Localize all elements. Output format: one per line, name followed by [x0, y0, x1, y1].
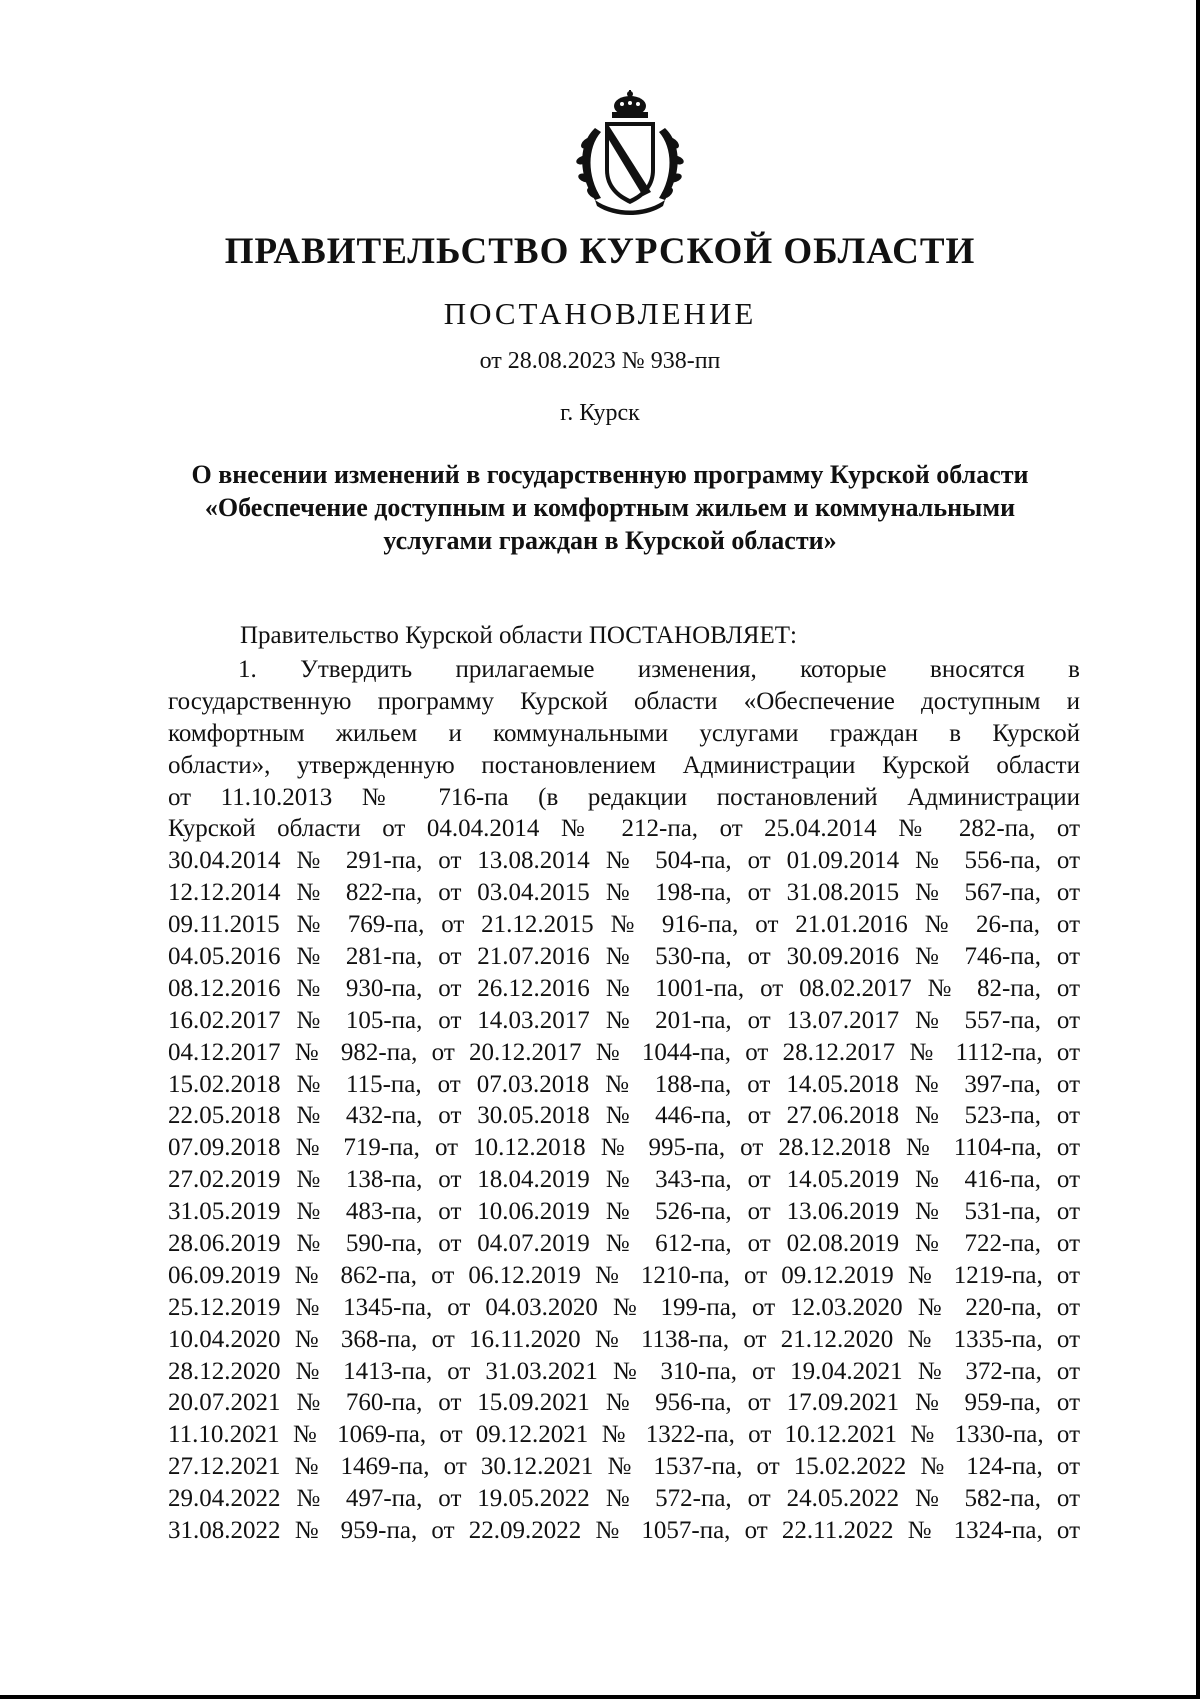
- body-line: 27.02.2019 № 138-па, от 18.04.2019 № 343-па, от 14.05.2019 № 416-па, от: [168, 1166, 1080, 1194]
- wreath-right-icon: [659, 128, 685, 201]
- body-line: 11.10.2021 № 1069-па, от 09.12.2021 № 1322-па, от 10.12.2021 № 1330-па, от: [168, 1421, 1080, 1449]
- subject-line: О внесении изменений в государственную программу Курской области: [191, 460, 1029, 489]
- document-number: от 28.08.2023 № 938-пп: [479, 348, 721, 374]
- coat-of-arms-emblem: [565, 88, 695, 218]
- subject-line: «Обеспечение доступным и комфортным жильем и коммунальными: [204, 493, 1016, 522]
- body-line: 29.04.2022 № 497-па, от 19.05.2022 № 572-па, от 24.05.2022 № 582-па, от: [168, 1485, 1080, 1513]
- body-line: 15.02.2018 № 115-па, от 07.03.2018 № 188-па, от 14.05.2018 № 397-па, от: [168, 1070, 1080, 1098]
- body-line: 16.02.2017 № 105-па, от 14.03.2017 № 201-па, от 13.07.2017 № 557-па, от: [168, 1006, 1080, 1034]
- org-title: ПРАВИТЕЛЬСТВО КУРСКОЙ ОБЛАСТИ: [224, 231, 976, 272]
- document-subject: [160, 458, 1060, 557]
- body-line: 31.05.2019 № 483-па, от 10.06.2019 № 526-па, от 13.06.2019 № 531-па, от: [168, 1198, 1080, 1226]
- body-line: 12.12.2014 № 822-па, от 03.04.2015 № 198-па, от 31.08.2015 № 567-па, от: [168, 879, 1080, 907]
- body-line: 28.06.2019 № 590-па, от 04.07.2019 № 612-па, от 02.08.2019 № 722-па, от: [168, 1230, 1080, 1258]
- body-line: 08.12.2016 № 930-па, от 26.12.2016 № 1001-па, от 08.02.2017 № 82-па, от: [168, 974, 1080, 1002]
- wreath-left-icon: [575, 128, 601, 201]
- preamble: Правительство Курской области ПОСТАНОВЛЯЕТ:: [240, 622, 797, 649]
- body-line: 28.12.2020 № 1413-па, от 31.03.2021 № 310-па, от 19.04.2021 № 372-па, от: [168, 1357, 1080, 1385]
- subject-line: услугами граждан в Курской области»: [383, 526, 837, 555]
- body-line: 20.07.2021 № 760-па, от 15.09.2021 № 956-па, от 17.09.2021 № 959-па, от: [168, 1389, 1080, 1417]
- body-line: области», утвержденную постановлением Администрации Курской области: [168, 751, 1080, 779]
- document-city: г. Курск: [560, 400, 640, 426]
- body-line: комфортным жильем и коммунальными услугами граждан в Курской: [168, 719, 1080, 747]
- body-line: 25.12.2019 № 1345-па, от 04.03.2020 № 199-па, от 12.03.2020 № 220-па, от: [168, 1293, 1080, 1321]
- body-line: 07.09.2018 № 719-па, от 10.12.2018 № 995-па, от 28.12.2018 № 1104-па, от: [168, 1134, 1080, 1162]
- body-line: 04.12.2017 № 982-па, от 20.12.2017 № 1044-па, от 28.12.2017 № 1112-па, от: [168, 1038, 1080, 1066]
- body-line: государственную программу Курской области «Обеспечение доступным и: [168, 687, 1080, 715]
- body-line: Курской области от 04.04.2014 № 212-па, от 25.04.2014 № 282-па, от: [168, 815, 1080, 843]
- document-type: ПОСТАНОВЛЕНИЕ: [443, 296, 757, 331]
- body-line: 30.04.2014 № 291-па, от 13.08.2014 № 504-па, от 01.09.2014 № 556-па, от: [168, 847, 1080, 875]
- body-line: 22.05.2018 № 432-па, от 30.05.2018 № 446-па, от 27.06.2018 № 523-па, от: [168, 1102, 1080, 1130]
- scan-border-bottom: [0, 1695, 1200, 1699]
- crown-icon: [612, 90, 648, 118]
- body-line: 31.08.2022 № 959-па, от 22.09.2022 № 1057-па, от 22.11.2022 № 1324-па, от: [168, 1517, 1080, 1545]
- body-line: 10.04.2020 № 368-па, от 16.11.2020 № 1138-па, от 21.12.2020 № 1335-па, от: [168, 1325, 1080, 1353]
- body-line: 09.11.2015 № 769-па, от 21.12.2015 № 916-па, от 21.01.2016 № 26-па, от: [168, 911, 1080, 939]
- body-line: 27.12.2021 № 1469-па, от 30.12.2021 № 1537-па, от 15.02.2022 № 124-па, от: [168, 1453, 1080, 1481]
- body-line: 06.09.2019 № 862-па, от 06.12.2019 № 1210-па, от 09.12.2019 № 1219-па, от: [168, 1261, 1080, 1289]
- body-line: от 11.10.2013 № 716-па (в редакции постановлений Администрации: [168, 783, 1080, 811]
- body-line: 04.05.2016 № 281-па, от 21.07.2016 № 530-па, от 30.09.2016 № 746-па, от: [168, 943, 1080, 971]
- shield-icon: [605, 122, 655, 204]
- body-line: 1. Утвердить прилагаемые изменения, которые вносятся в: [238, 656, 1080, 683]
- body-text: [168, 654, 1080, 1547]
